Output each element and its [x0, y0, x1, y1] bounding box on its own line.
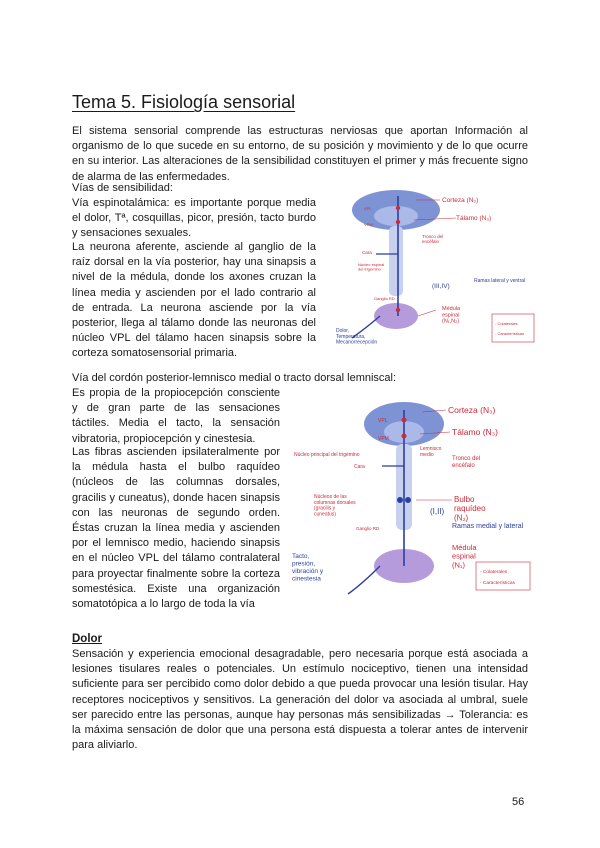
label-cara: Cara — [362, 250, 372, 255]
label-tracts: (I,II) — [430, 507, 445, 516]
label-tacto: Tacto, presión, vibración y cinestesia — [292, 553, 324, 583]
label-vpm: VPM — [364, 222, 373, 227]
label-lemnisco: Lemnisco medio — [420, 446, 442, 458]
lemniscal-p1: Es propia de la propiocepción consciente y de gran parte de las sensaciones táctiles. Media el tacto, la sensación vibratoria, propiocepción y cinestesia. — [72, 387, 280, 445]
nucleus-dot — [405, 497, 411, 503]
label-ganglio: Ganglio RD — [356, 526, 380, 531]
label-ramas: Ramas medial y lateral — [452, 523, 524, 530]
label-cara: Cara — [354, 464, 365, 470]
page-title: Tema 5. Fisiología sensorial — [72, 92, 296, 112]
brainstem-shape — [389, 226, 403, 296]
lemniscal-heading: Vía del cordón posterior-lemnisco medial o tracto dorsal lemniscal: — [72, 372, 397, 384]
spinal-dot — [396, 308, 400, 312]
label-ramas: Ramas lateral y ventral — [474, 278, 526, 284]
thalamus-dot — [396, 220, 400, 224]
label-dolor: Dolor, Temperatura, Mecanorrecepción — [336, 328, 378, 346]
thalamus-dot — [402, 434, 407, 439]
pointer-line — [418, 310, 436, 316]
dolor-heading: Dolor — [72, 633, 103, 645]
page-number: 56 — [512, 796, 525, 808]
label-talamo: Tálamo (N₃) — [452, 427, 498, 437]
afferent-line — [348, 566, 380, 594]
label-vpm: VPM — [378, 436, 389, 442]
label-tronco: Tronco del encéfalo — [422, 234, 444, 245]
legend-item: - Colaterales — [480, 570, 508, 575]
spinothalamic-p1: Vía espinotalámica: es importante porque media el dolor, Tª, cosquillas, picor, presión, tacto burdo y sensaciones sexuales. — [72, 197, 316, 240]
spinal-cord-shape — [374, 303, 418, 329]
label-bulbo: Bulbo raquídeo (N₂) — [454, 495, 486, 523]
spinothalamic-diagram — [336, 188, 536, 350]
label-nucleos: Núcleos de las columnas dorsales (gracilis y cuneatus) — [314, 494, 356, 518]
label-medula: Médula espinal (N₁,N₂) — [442, 306, 461, 325]
legend-item: - Características — [480, 581, 515, 586]
thalamus-shape — [374, 206, 418, 226]
label-vpl: VPL — [378, 418, 388, 424]
label-medula: Médula espinal (N₁) — [452, 543, 477, 570]
label-corteza: Corteza (N₃) — [448, 405, 496, 415]
legend-item: - Características — [495, 331, 525, 336]
dolor-paragraph: Sensación y experiencia emocional desagradable, pero necesaria porque está asociada a lesiones tisulares reales o potenciales. Un estímulo nociceptivo, tienen una intensidad suficiente para ser percibido como dolor debido a que pueda provocar una lesión tisular. Hay receptores nociceptivos y sensitivos. La generación del dolor va asociada al umbral, suele ser parecido entre las personas, aunque hay personas más sensibilizadas → Tolerancia: es la máxima sensación de dolor que una persona está dispuesta a tolerar antes de intervenir para aliviarlo. — [72, 648, 528, 752]
label-nucleo-espinal: Núcleo espinal del trigémino — [358, 262, 385, 272]
cortex-dot — [402, 418, 407, 423]
legend-item: - Colaterales — [495, 321, 518, 326]
intro-paragraph: El sistema sensorial comprende las estructuras nerviosas que aportan Información al organismo de lo que sucede en su entorno, de su posición y movimiento y de lo que ocurre en su interior. Las alteraciones de la sensibilidad constituyen el primer y más frecuente signo de alarma de las enfermedades. — [72, 125, 528, 183]
label-nucleo-principal: Núcleo principal del trigémino — [294, 452, 360, 458]
label-vpl: VPL — [364, 206, 372, 211]
label-tracts: (III,IV) — [432, 283, 450, 290]
lemniscal-p2: Las fibras ascienden ipsilateralmente por la médula hasta el bulbo raquídeo (núcleos de las columnas dorsales, gracilis y cuneatus), donde hacen sinapsis con las neuronas de segundo orden. Éstas cruzan la línea media y ascienden por el lemnisco medio, haciendo sinapsis en el núcleo VPL del tálamo contralateral para proyectar finalmente sobre la corteza somestésica. Existe una organización somatotópica a lo largo de toda la vía — [72, 446, 280, 611]
label-tronco: Tronco del encéfalo — [452, 456, 481, 469]
label-corteza: Corteza (N₃) — [442, 197, 479, 204]
cortex-dot — [396, 206, 400, 210]
vias-heading: Vías de sensibilidad: — [72, 182, 173, 194]
label-ganglio: Ganglio RD — [374, 296, 395, 301]
label-talamo: Tálamo (N₃) — [456, 215, 492, 222]
lemniscal-diagram — [292, 398, 532, 610]
spinothalamic-p2: La neurona aferente, asciende al ganglio de la raíz dorsal en la vía posterior, hay una sinapsis a nivel de la médula, donde los axones cruzan la línea media y ascienden por el lado contrario al de entrada. La neurona asciende por la vía posterior, llega al tálamo donde las neuronas del núcleo VPL del tálamo hacen sinapsis sobre la corteza somatosensorial primaria. — [72, 241, 316, 360]
nucleus-dot — [397, 497, 403, 503]
legend-box — [492, 314, 534, 342]
